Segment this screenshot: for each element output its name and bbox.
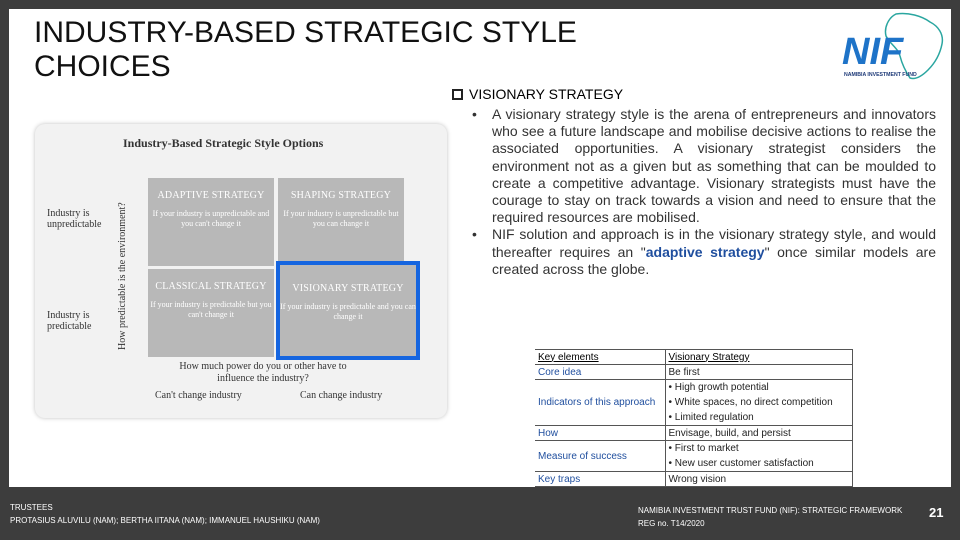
table-cell-key: How [535,426,665,441]
cell-adaptive-strategy: ADAPTIVE STRATEGY If your industry is unpredictable and you can't change it [148,178,274,266]
visionary-strategy-table [535,349,853,487]
visionary-heading: VISIONARY STRATEGY [452,86,623,102]
x-label-can-change: Can change industry [300,390,383,401]
footer-bar [0,487,960,540]
cell-classical-strategy: CLASSICAL STRATEGY If your industry is predictable but you can't change it [148,269,274,357]
table-header-key: Key elements [535,350,665,365]
table-cell-value: • High growth potential • White spaces, no direct competition • Limited regulation [665,380,853,426]
table-row [535,426,853,441]
svg-text:NIF: NIF [842,31,904,73]
table-cell-key: Indicators of this approach [535,380,665,426]
table-cell-key: Key traps [535,472,665,487]
table-row [535,380,853,426]
table-row [535,441,853,472]
table-cell-value: Wrong vision [665,472,853,487]
cell-shaping-strategy: SHAPING STRATEGY If your industry is unpredictable but you can change it [278,178,404,266]
strategy-matrix-figure [35,124,447,418]
table-cell-key: Core idea [535,365,665,380]
x-label-cant-change: Can't change industry [155,390,242,401]
footer-organization: NAMIBIA INVESTMENT TRUST FUND (NIF): STRATEGIC FRAMEWORK REG no. T14/2020 [638,506,903,528]
svg-text:NAMIBIA INVESTMENT FUND: NAMIBIA INVESTMENT FUND [844,72,917,78]
checkbox-bullet-icon [452,89,463,100]
table-cell-value: • First to market • New user customer satisfaction [665,441,853,472]
table-cell-key: Measure of success [535,441,665,472]
list-item: • A visionary strategy style is the arena of entrepreneurs and innovators who see a future landscape and mobilise decisive actions to realise the associated opportunities. A visionary strategist considers the environment not as a given but as something that can be moulded to create a competitive advantage. Visionary strategists must have the courage to stay on track towards a vision and need to ensure that the required resources are mobilised. [472,106,936,226]
y-axis-label: How predictable is the environment? [117,202,128,350]
table-row [535,350,853,365]
list-item: • NIF solution and approach is in the visionary strategy style, and would thereafter requires an "adaptive strategy" once similar models are created across the globe. [472,226,936,277]
table-row [535,365,853,380]
table-header-value: Visionary Strategy [665,350,853,365]
row-label-unpredictable: Industry is unpredictable [47,208,102,230]
cell-visionary-strategy: VISIONARY STRATEGY If your industry is predictable and you can change it [276,261,420,360]
row-label-predictable: Industry is predictable [47,310,92,332]
slide-title: INDUSTRY-BASED STRATEGIC STYLE CHOICES [34,16,577,83]
figure-title: Industry-Based Strategic Style Options [123,136,324,150]
visionary-bullets [470,106,936,278]
x-axis-question: How much power do you or other have to influence the industry? [179,361,347,384]
table-cell-value: Be first [665,365,853,380]
nif-logo [838,12,948,82]
footer-trustees: TRUSTEES PROTASIUS ALUVILU (NAM); BERTHA IITANA (NAM); IMMANUEL HAUSHIKU (NAM) [10,503,320,525]
table-row [535,472,853,487]
page-number: 21 [929,505,944,520]
table-cell-value: Envisage, build, and persist [665,426,853,441]
